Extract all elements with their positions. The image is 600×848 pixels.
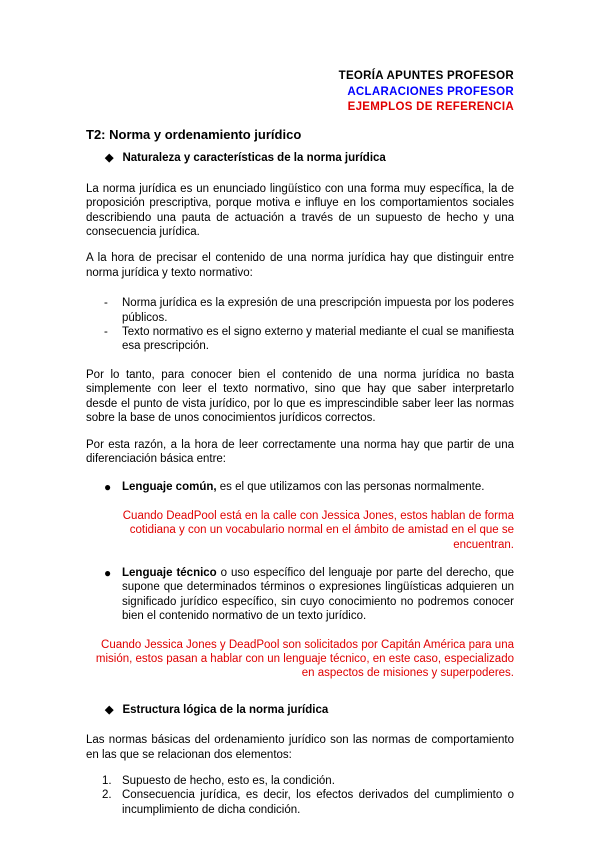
round-bullet-icon: ● [104, 480, 112, 495]
list-item [86, 325, 514, 354]
section-heading-naturaleza [105, 151, 514, 165]
paragraph: A la hora de precisar el contenido de una norma jurídica hay que distinguir entre norma jurídica y texto normativo: [86, 252, 514, 279]
color-legend [339, 69, 514, 116]
bullet-text: o uso específico del lenguaje por parte del derecho, que supone que determinados términos o expresiones lingüísticas adquieren un significado jurídico específico, sin cuyo conocimiento no podremos conocer bien el contenido normativo de un texto jurídico. [122, 566, 515, 623]
dash-marker: - [104, 326, 108, 339]
paragraph: Por lo tanto, para conocer bien el contenido de una norma jurídica no basta simplemente con leer el texto normativo, sino que hay que saber interpretarlo desde el punto de vista jurídico, por lo que es imprescindible saber leer las normas sobre la base de unos conocimientos jurídicos correctos. [86, 368, 514, 425]
example-paragraph: Cuando DeadPool está en la calle con Jessica Jones, estos hablan de forma cotidiana y con un vocabulario normal en el ámbito de amistad en el que se encuentran. [122, 509, 514, 551]
list-item [86, 788, 514, 817]
list-item-text: Norma jurídica es la expresión de una prescripción impuesta por los poderes públicos. [122, 297, 514, 324]
bullet-item-lenguaje-tecnico [86, 566, 514, 624]
section-heading-text: Estructura lógica de la norma jurídica [122, 703, 329, 716]
list-item-text: Supuesto de hecho, esto es, la condición. [122, 775, 335, 787]
paragraph: La norma jurídica es un enunciado lingüístico con una forma muy específica, la de proposición prescriptiva, porque motiva e influye en los comportamientos sociales describiendo una pauta de actuación a través de un supuesto de hecho y una consecuencia jurídica. [86, 182, 514, 239]
round-bullet-icon: ● [104, 565, 112, 580]
diamond-bullet-icon: ◆ [105, 703, 114, 716]
legend-aclaraciones: ACLARACIONES PROFESOR [347, 85, 514, 98]
example-paragraph: Cuando Jessica Jones y DeadPool son solicitados por Capitán América para una misión, estos pasan a hablar con un lenguaje técnico, en este caso, especializado en aspectos de misiones y superpoderes. [95, 638, 514, 680]
list-item [86, 296, 514, 325]
section-heading-text: Naturaleza y características de la norma jurídica [122, 152, 386, 165]
document-body [86, 128, 514, 817]
paragraph: Por esta razón, a la hora de leer correctamente una norma hay que partir de una diferenciación básica entre: [86, 438, 514, 465]
page-title: T2: Norma y ordenamiento jurídico [86, 127, 302, 142]
number-marker: 1. [102, 775, 112, 787]
list-item-text: Consecuencia jurídica, es decir, los efectos derivados del cumplimiento o incumplimiento de dicha condición. [122, 789, 514, 816]
legend-ejemplos: EJEMPLOS DE REFERENCIA [347, 101, 514, 113]
dash-list [86, 296, 514, 354]
numbered-list [86, 774, 514, 817]
list-item-text: Texto normativo es el signo externo y material mediante el cual se manifiesta esa prescripción. [122, 326, 514, 353]
bullet-term: Lenguaje común, [122, 481, 217, 494]
legend-teoria: TEORÍA APUNTES PROFESOR [338, 70, 514, 82]
number-marker: 2. [102, 789, 112, 802]
bullet-term: Lenguaje técnico [122, 566, 217, 579]
dash-marker: - [104, 297, 108, 310]
list-item [86, 774, 514, 788]
paragraph: Las normas básicas del ordenamiento jurídico son las normas de comportamiento en las que se relacionan dos elementos: [86, 734, 514, 761]
bullet-item-lenguaje-comun [86, 480, 514, 494]
section-heading-estructura [105, 703, 514, 717]
diamond-bullet-icon: ◆ [105, 152, 114, 165]
bullet-text: es el que utilizamos con las personas normalmente. [216, 481, 485, 494]
